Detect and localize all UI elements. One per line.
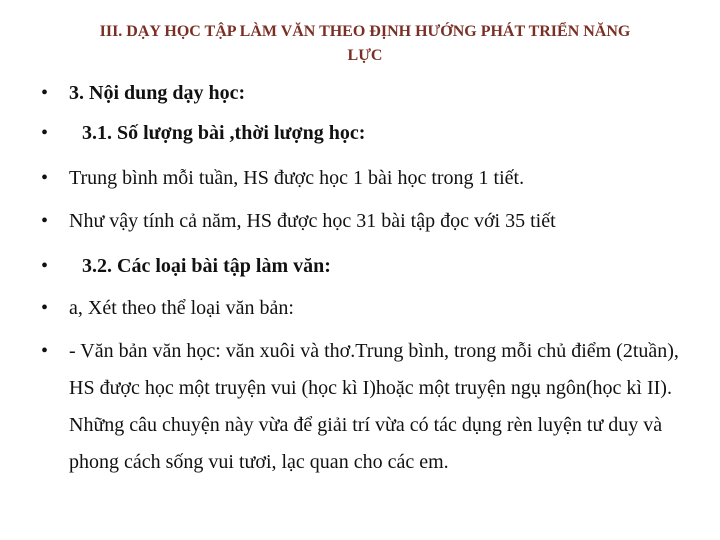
bullet-weekly-average — [0, 160, 700, 197]
bullet-text: 3.1. Số lượng bài ,thời lượng học: — [82, 122, 366, 144]
bullet-dot-icon: • — [41, 167, 49, 189]
bullet-dot-icon: • — [41, 340, 49, 362]
bullet-exercise-types-heading — [0, 248, 700, 285]
bullet-text: 3.2. Các loại bài tập làm văn: — [82, 255, 331, 277]
slide-title — [20, 20, 710, 68]
bullet-yearly-total — [0, 203, 700, 240]
bullet-dot-icon: • — [41, 297, 49, 319]
bullet-literary-text — [0, 333, 700, 481]
bullet-text: 3. Nội dung dạy học: — [69, 82, 246, 104]
bullet-text: a, Xét theo thể loại văn bản: — [69, 297, 294, 319]
bullet-text: Như vậy tính cả năm, HS được học 31 bài tập đọc với 35 tiết — [69, 210, 556, 232]
bullet-dot-icon: • — [41, 210, 49, 232]
slide-title-line-1: III. DẠY HỌC TẬP LÀM VĂN THEO ĐỊNH HƯỚNG PHÁT TRIỂN NĂNG — [99, 23, 631, 40]
bullet-lesson-count-heading — [0, 115, 700, 152]
bullet-text-genre — [0, 290, 700, 327]
bullet-text: - Văn bản văn học: văn xuôi và thơ.Trung bình, trong mỗi chủ điểm (2tuần), HS được học một truyện vui (học kì I)hoặc một truyện ngụ ngôn(học kì II). Những câu chuyện này vừa để giải trí vừa có tác dụng rèn luyện tư duy và phong cách sống vui tươi, lạc quan cho các em. — [69, 340, 679, 473]
bullet-content-heading — [0, 75, 700, 112]
bullet-dot-icon: • — [41, 255, 49, 277]
bullet-dot-icon: • — [41, 122, 49, 144]
slide-title-line-2: LỰC — [347, 47, 383, 64]
bullet-dot-icon: • — [41, 82, 49, 104]
bullet-text: Trung bình mỗi tuần, HS được học 1 bài học trong 1 tiết. — [69, 167, 525, 189]
